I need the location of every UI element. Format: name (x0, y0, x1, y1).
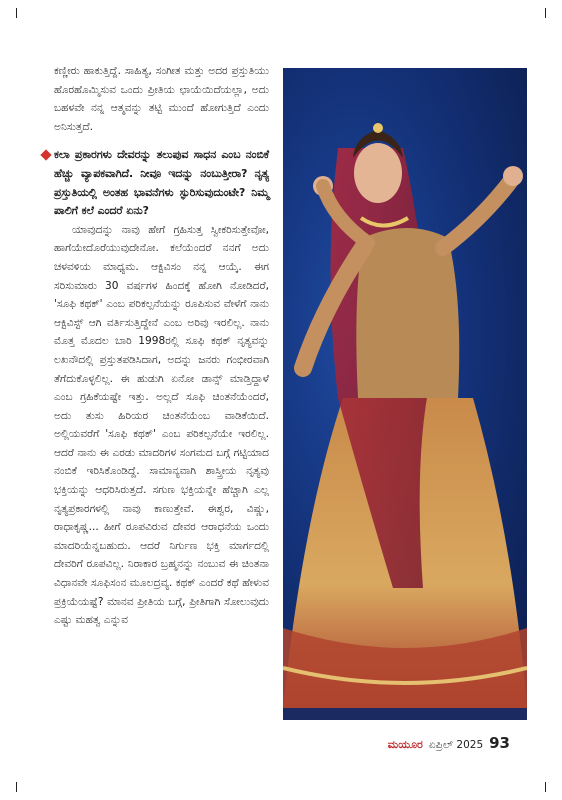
issue-date: ಏಪ್ರಿಲ್ 2025 (428, 739, 484, 751)
crop-mark-bottom-right (545, 782, 556, 792)
page-footer (388, 734, 510, 752)
page-number: 93 (489, 734, 510, 752)
answer-paragraph: ಯಾವುದನ್ನು ನಾವು ಹೇಗೆ ಗ್ರಹಿಸುತ್ತ ಸ್ವೀಕರಿಸುತ್ತೇವೋ, ಹಾಗೆಯೇದೊರೆಯುವುದೇನೋ. ಕಲೆಯೆಂದರೆ ನನಗೆ ಅದು ಚಳವಳಿಯ ಮಾಧ್ಯಮ. ಆಕ್ಟಿವಿಸಂ ನನ್ನ ಆಯ್ಕೆ. ಈಗ ಸರಿಸುಮಾರು 30 ವರ್ಷಗಳ ಹಿಂದಕ್ಕೆ ಹೋಗಿ ನೋಡಿದರೆ, 'ಸೂಫಿ ಕಥಕ್' ಎಂಬ ಪರಿಕಲ್ಪನೆಯನ್ನು ರೂಪಿಸುವ ವೇಳೆಗೆ ನಾನು ಆಕ್ಟಿವಿಸ್ಟ್ ಆಗಿ ವರ್ತಿಸುತ್ತಿದ್ದೇನೆ ಎಂಬ ಅರಿವು ಇರಲಿಲ್ಲ. ನಾನು ಮೊತ್ತ ಮೊದಲ ಬಾರಿ 1998ರಲ್ಲಿ ಸೂಫಿ ಕಥಕ್ ನೃತ್ಯವನ್ನು ಲಖನೌದಲ್ಲಿ ಪ್ರಸ್ತುತಪಡಿಸಿದಾಗ, ಅದನ್ನು ಜನರು ಗಂಭೀರವಾಗಿ ತೆಗೆದುಕೊಳ್ಳಲಿಲ್ಲ. ಈ ಹುಡುಗಿ ಏನೋ ಡಾನ್ಸ್ ಮಾಡ್ತಿದ್ದಾಳೆ ಎಂಬ ಗ್ರಹಿಕೆಯಷ್ಟೇ ಇತ್ತು. ಅಲ್ಲದೆ ಸೂಫಿ ಚಿಂತನೆಯೆಂದರೆ, ಅದು ತುಸು ಹಿರಿಯರ ಚಿಂತನೆಯೆಂಬ ವಾಡಿಕೆಯಿದೆ. ಅಲ್ಲಿಯವರೆಗೆ 'ಸೂಫಿ ಕಥಕ್' ಎಂಬ ಪರಿಕಲ್ಪನೆಯೇ ಇರಲಿಲ್ಲ. ಆದರೆ ನಾನು ಈ ಎರಡು ಮಾದರಿಗಳ ಸಂಗಮದ ಬಗ್ಗೆ ಗಟ್ಟಿಯಾದ ನಂಬಿಕೆ ಇರಿಸಿಕೊಂಡಿದ್ದೆ. ಸಾಮಾನ್ಯವಾಗಿ ಶಾಸ್ತ್ರೀಯ ನೃತ್ಯವು ಭಕ್ತಿಯನ್ನು ಆಧರಿಸಿರುತ್ತದೆ. ಸಗುಣ ಭಕ್ತಿಯನ್ನೇ ಹೆಚ್ಚಾಗಿ ಎಲ್ಲ ನೃತ್ಯಪ್ರಕಾರಗಳಲ್ಲಿ ನಾವು ಕಾಣುತ್ತೇವೆ. ಈಶ್ವರ, ವಿಷ್ಣು, ರಾಧಾಕೃಷ್ಣ... ಹೀಗೆ ರೂಪವಿರುವ ದೇವರ ಆರಾಧನೆಯ ಒಂದು ಮಾದರಿಯೆನ್ನಬಹುದು. ಆದರೆ ನಿರ್ಗುಣ ಭಕ್ತಿ ಮಾರ್ಗದಲ್ಲಿ ದೇವರಿಗೆ ರೂಪವಿಲ್ಲ. ನಿರಾಕಾರ ಬ್ರಹ್ಮನನ್ನು ನಂಬುವ ಈ ಚಿಂತನಾ ವಿಧಾನವೇ ಸೂಫಿಸಂನ ಮೂಲದ್ರವ್ಯ. ಕಥಕ್ ಎಂದರೆ ಕಥೆ ಹೇಳುವ ಪ್ರಕ್ರಿಯೆಯಷ್ಟೆ? ಮಾನವ ಪ್ರೀತಿಯ ಬಗ್ಗೆ, ಪ್ರೀತಿಗಾಗಿ ಸೋಲುವುದು ಎಷ್ಟು ಮಹತ್ವ ಎನ್ನುವ (54, 223, 269, 627)
magazine-brand: ಮಯೂರ (387, 738, 423, 751)
dancer-photo (283, 68, 527, 720)
question-bullet-icon (40, 150, 51, 161)
interview-question (54, 146, 269, 220)
intro-paragraph: ಕಣ್ಣೀರು ಹಾಕುತ್ತಿದ್ದೆ. ಸಾಹಿತ್ಯ, ಸಂಗೀತ ಮತ್ತು ಅದರ ಪ್ರಸ್ತುತಿಯು ಹೊರಹೊಮ್ಮಿಸುವ ಒಂದು ಪ್ರೀತಿಯ ಛಾಯೆಯಿದೆಯಲ್ಲಾ, ಅದು ಬಹಳವೇ ನನ್ನ ಆತ್ಮವನ್ನು ತಟ್ಟಿ ಮುಂದೆ ಹೋಗುತ್ತಿದೆ ಎಂದು ಅನಿಸುತ್ತದೆ. (54, 65, 269, 133)
dancer-illustration (283, 68, 527, 720)
crop-mark-bottom-left (6, 782, 17, 792)
crop-mark-top-left (6, 8, 17, 18)
crop-mark-top-right (545, 8, 556, 18)
question-text: ಕಲಾ ಪ್ರಕಾರಗಳು ದೇವರನ್ನು ತಲುಪುವ ಸಾಧನ ಎಂಬ ನಂಬಿಕೆ ಹೆಚ್ಚು ವ್ಯಾಪಕವಾಗಿದೆ. ನೀವೂ ಇದನ್ನು ನಂಬುತ್ತೀರಾ? ನೃತ್ಯ ಪ್ರಸ್ತುತಿಯಲ್ಲಿ ಅಂತಹ ಭಾವನೆಗಳು ಸ್ಫುರಿಸುವುದುಂಟೇ? ನಿಮ್ಮ ಪಾಲಿಗೆ ಕಲೆ ಎಂದರೆ ಏನು? (54, 148, 269, 218)
article-text-column (54, 62, 269, 630)
